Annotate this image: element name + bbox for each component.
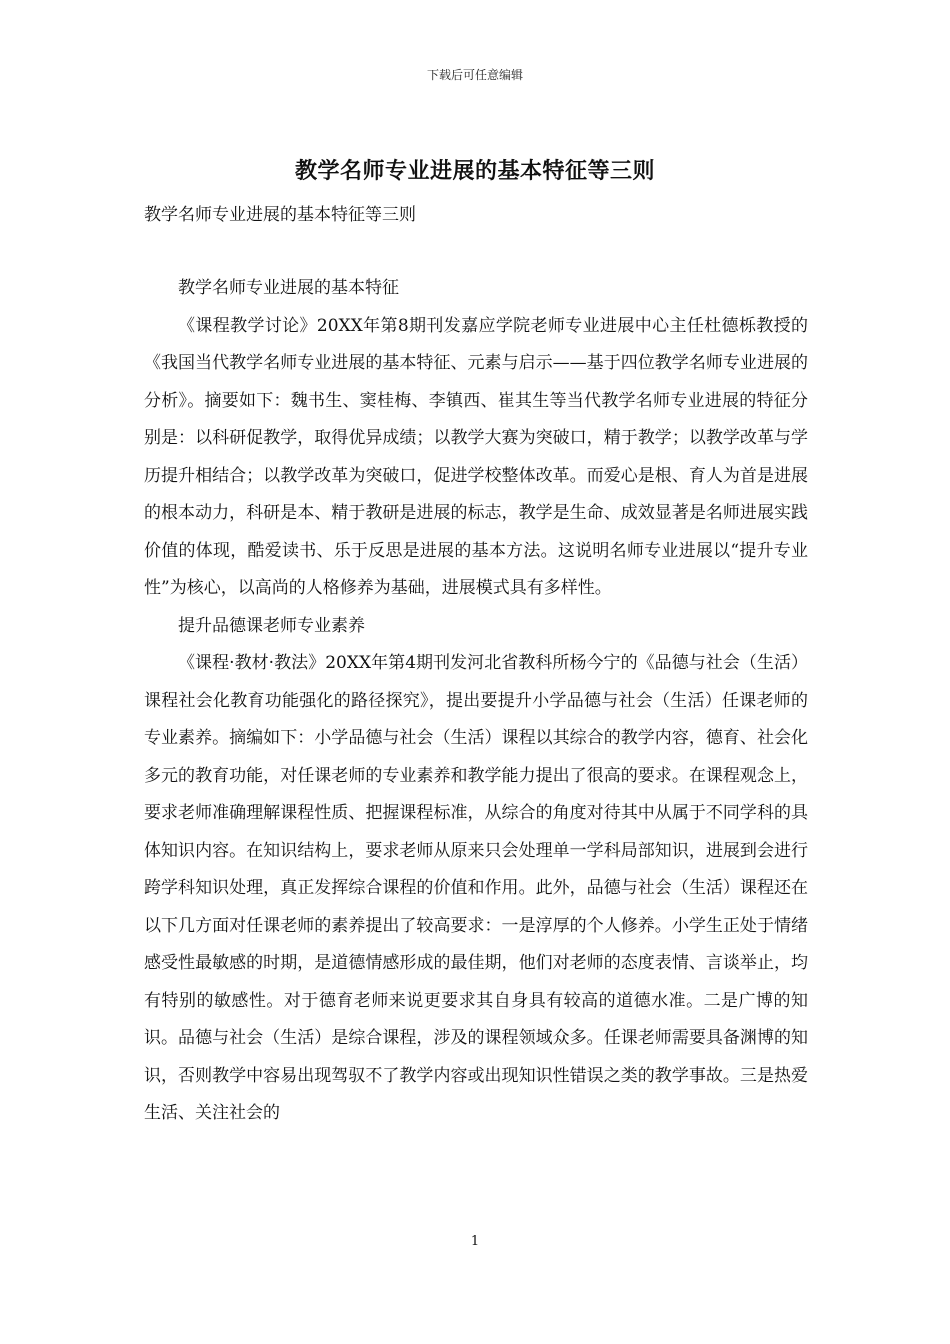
paragraph-2: 《课程·教材·教法》20XX年第4期刊发河北省教科所杨今宁的《品德与社会（生活）课程社会化教育功能强化的路径探究》，提出要提升小学品德与社会（生活）任课老师的专业素养。摘编如下：小学品德与社会（生活）课程以其综合的教学内容，德育、社会化多元的教育功能，对任课老师的专业素养和教学能力提出了很高的要求。在课程观念上，要求老师准确理解课程性质、把握课程标准，从综合的角度对待其中从属于不同学科的具体知识内容。在知识结构上，要求老师从原来只会处理单一学科局部知识，进展到会进行跨学科知识处理，真正发挥综合课程的价值和作用。此外，品德与社会（生活）课程还在以下几方面对任课老师的素养提出了较高要求：一是淳厚的个人修养。小学生正处于情绪感受性最敏感的时期，是道德情感形成的最佳期，他们对老师的态度表情、言谈举止，均有特别的敏感性。对于德育老师来说更要求其自身具有较高的道德水准。二是广博的知识。品德与社会（生活）是综合课程，涉及的课程领域众多。任课老师需要具备渊博的知识，否则教学中容易出现驾驭不了教学内容或出现知识性错误之类的教学事故。三是热爱生活、关注社会的 [144, 653, 808, 1123]
document-body [144, 270, 808, 1133]
section-heading-2: 提升品德课老师专业素养 [178, 615, 365, 636]
page-header: 下载后可任意编辑 [426, 68, 523, 82]
page-number: 1 [470, 1234, 480, 1249]
document-subtitle: 教学名师专业进展的基本特征等三则 [144, 205, 416, 225]
section-heading-1: 教学名师专业进展的基本特征 [178, 278, 399, 298]
document-title: 教学名师专业进展的基本特征等三则 [294, 158, 655, 184]
paragraph-1: 《课程教学讨论》20XX年第8期刊发嘉应学院老师专业进展中心主任杜德栎教授的《我国当代教学名师专业进展的基本特征、元素与启示——基于四位教学名师专业进展的分析》。摘要如下：魏书生、窦桂梅、李镇西、崔其生等当代教学名师专业进展的特征分别是：以科研促教学，取得优异成绩；以教学大赛为突破口，精于教学；以教学改革与学历提升相结合；以教学改革为突破口，促进学校整体改革。而爱心是根、育人为首是进展的根本动力，科研是本、精于教研是进展的标志，教学是生命、成效显著是名师进展实践价值的体现，酷爱读书、乐于反思是进展的基本方法。这说明名师专业进展以“提升专业性”为核心，以高尚的人格修养为基础，进展模式具有多样性。 [144, 315, 808, 598]
